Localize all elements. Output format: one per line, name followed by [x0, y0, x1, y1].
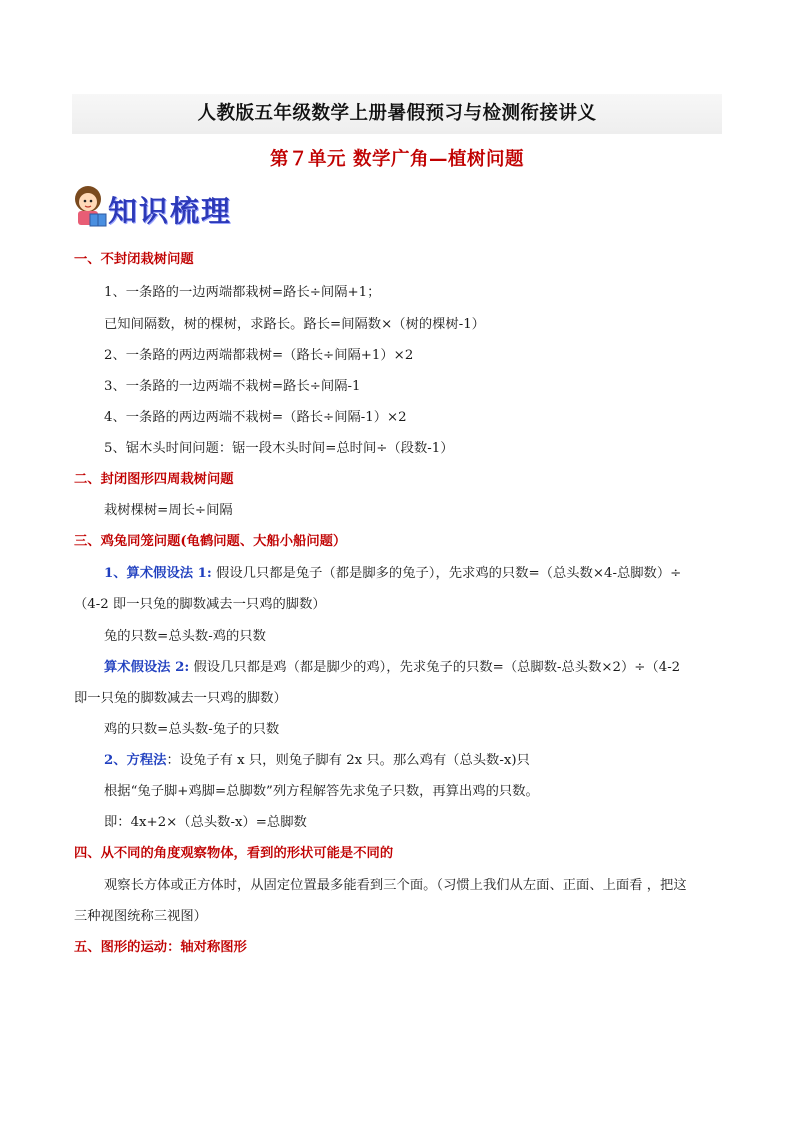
s3-method-3: [104, 749, 530, 768]
s1-line-4: 3、一条路的一边两端不栽树=路长÷间隔-1: [104, 379, 361, 394]
s3-method-1-result: 兔的只数=总头数-鸡的只数: [104, 629, 266, 644]
s3-method-2-cont: 即一只兔的脚数减去一只鸡的脚数）: [74, 691, 287, 706]
knowledge-banner: [70, 183, 270, 233]
s1-line-3: 2、一条路的两边两端都栽树=（路长÷间隔+1）×2: [104, 348, 414, 363]
section-5-heading: 五、图形的运动：轴对称图形: [74, 940, 247, 955]
section-3-heading: 三、鸡兔同笼问题(龟鹤问题、大船小船问题）: [74, 534, 347, 549]
s3-method-1-text: 假设几只都是兔子（都是脚多的兔子），先求鸡的只数=（总头数×4-总脚数）÷: [211, 566, 682, 581]
s3-method-2-text: 假设几只都是鸡（都是脚少的鸡），先求兔子的只数=（总脚数-总头数×2）÷（4-2: [189, 660, 681, 675]
s1-line-6: 5、锯木头时间问题：锯一段木头时间=总时间÷（段数-1）: [104, 441, 454, 456]
section-2-heading: 二、封闭图形四周栽树问题: [74, 472, 234, 487]
girl-reading-icon: [70, 183, 110, 233]
s3-method-1-label: 1、算术假设法 1:: [104, 566, 212, 581]
s1-line-1: 1、一条路的一边两端都栽树=路长÷间隔+1；: [104, 285, 381, 300]
title-band: [72, 94, 722, 134]
s2-line-1: 栽树棵树=周长÷间隔: [104, 503, 233, 518]
banner-text: 知识梳理: [108, 194, 233, 228]
sub-title: 第７单元 数学广角—植树问题: [270, 149, 524, 170]
s4-line-2: 三种视图统称三视图）: [74, 909, 207, 924]
s3-method-1-cont: （4-2 即一只兔的脚数减去一只鸡的脚数）: [74, 597, 326, 612]
s3-method-3-line-3: 即：4x+2×（总头数-x）=总脚数: [104, 815, 307, 830]
s1-line-2: 已知间隔数，树的棵树，求路长。路长=间隔数×（树的棵树-1）: [104, 317, 485, 332]
s1-line-5: 4、一条路的两边两端不栽树=（路长÷间隔-1）×2: [104, 410, 407, 425]
s3-method-2-result: 鸡的只数=总头数-兔子的只数: [104, 722, 280, 737]
section-4-heading: 四、从不同的角度观察物体，看到的形状可能是不同的: [74, 846, 394, 861]
s3-method-2-label: 算术假设法 2:: [104, 660, 190, 675]
s3-method-1: [104, 562, 681, 581]
section-1-heading: 一、不封闭栽树问题: [74, 252, 194, 267]
s3-method-3-label: 2、方程法: [104, 753, 167, 768]
s3-method-2: [104, 656, 680, 675]
s4-line-1: 观察长方体或正方体时，从固定位置最多能看到三个面。（习惯上我们从左面、正面、上面看 ，把这: [104, 878, 687, 893]
main-title: 人教版五年级数学上册暑假预习与检测衔接讲义: [197, 103, 597, 124]
s3-method-3-text: ：设兔子有 x 只，则兔子脚有 2x 只。那么鸡有（总头数-x)只: [166, 753, 530, 768]
s3-method-3-line-2: 根据“兔子脚+鸡脚=总脚数”列方程解答先求兔子只数，再算出鸡的只数。: [104, 784, 539, 799]
